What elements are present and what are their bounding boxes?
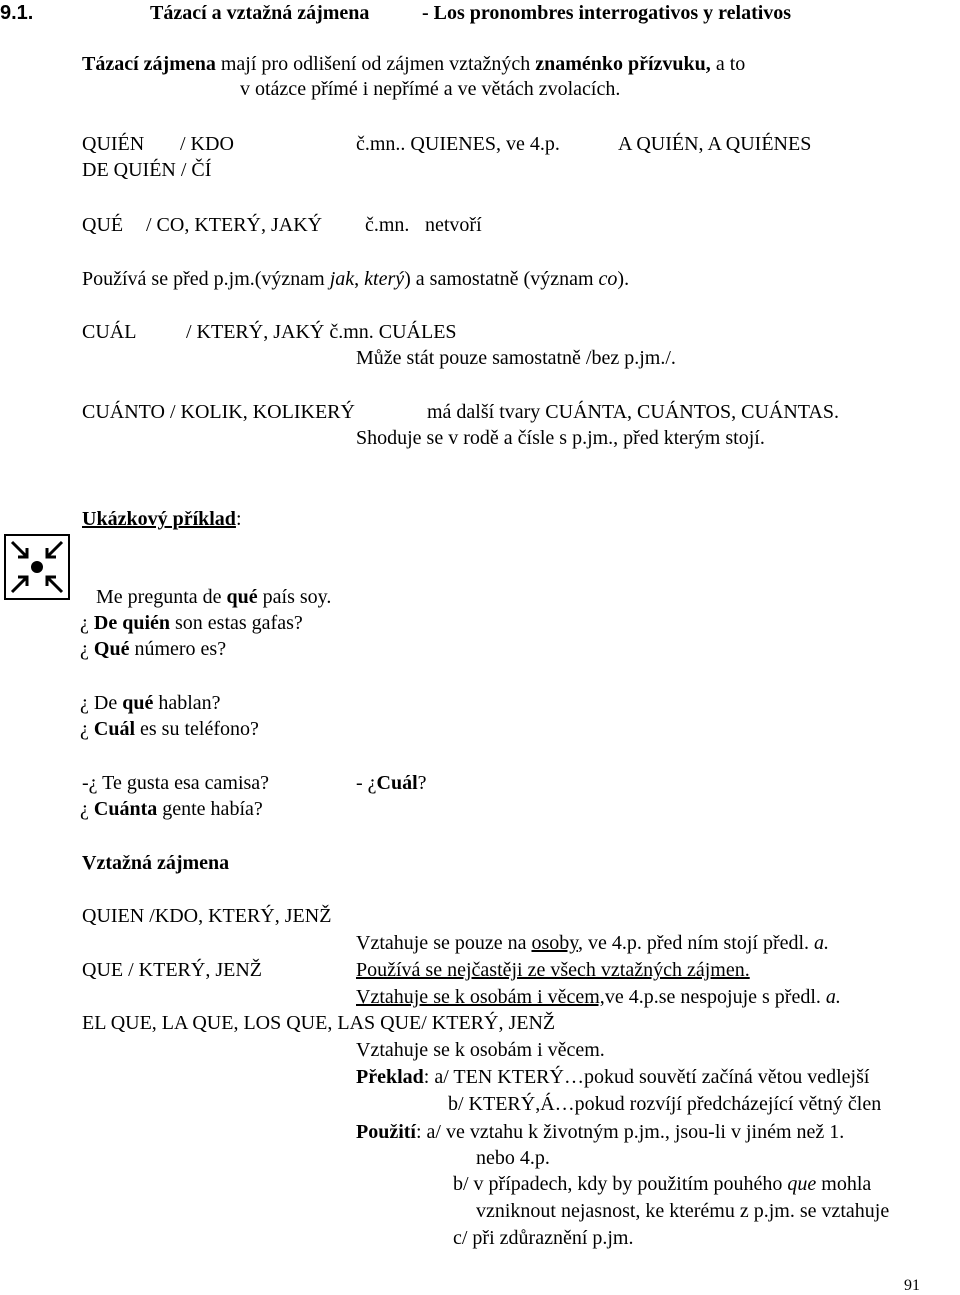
ex1-bold: qué	[226, 586, 258, 608]
rel-elque-note: Vztahuje se k osobám i věcem.	[356, 1039, 605, 1061]
intro-text-2: a to	[710, 53, 746, 75]
preklad-a: : a/ TEN KTERÝ…pokud souvětí začíná větou vedlejší	[423, 1066, 870, 1088]
ex2-bold: De quién	[93, 612, 171, 634]
intro-text-1: mají pro odlišení od zájmen vztažných	[215, 53, 536, 75]
que-label: QUÉ	[82, 214, 124, 236]
rq-osoby: osoby	[531, 932, 578, 954]
intro-bold-1: Tázací zájmena	[82, 53, 216, 75]
pouziti-line-c: c/ při zdůraznění p.jm.	[453, 1227, 634, 1249]
ex7-end: gente había?	[157, 798, 263, 820]
arrows-inward-icon	[4, 534, 70, 600]
ex7-bold: Cuánta	[93, 798, 158, 820]
rqn-text: ve 4.p.se nespojuje s předl.	[604, 986, 826, 1008]
ex4-mark: ¿	[80, 692, 89, 714]
ex4-bold: qué	[122, 692, 154, 714]
usage-co: co	[598, 268, 618, 290]
que-usage	[82, 268, 629, 290]
example-line-3	[80, 638, 226, 660]
section-number: 9.1.	[0, 2, 34, 24]
pouziti-label: Použití	[356, 1121, 416, 1143]
que-translation: / CO, KTERÝ, JAKÝ	[146, 214, 323, 236]
rel-quien: QUIEN /KDO, KTERÝ, JENŽ	[82, 905, 332, 927]
rel-elque: EL QUE, LA QUE, LOS QUE, LAS QUE/ KTERÝ, JENŽ	[82, 1012, 556, 1034]
cual-note: Může stát pouze samostatně /bez p.jm./.	[356, 347, 676, 369]
ex4-text: De	[93, 692, 123, 714]
usage-text: Používá se před p.jm.(význam	[82, 268, 330, 290]
dequien-label: DE QUIÉN / ČÍ	[82, 159, 212, 181]
ex5-bold: Cuál	[93, 718, 136, 740]
pouziti-a: : a/ ve vztahu k životným p.jm., jsou-li v jiném než 1.	[416, 1121, 845, 1143]
pouziti-b-que: que	[787, 1173, 817, 1195]
ex5-mark: ¿	[80, 718, 89, 740]
usage-text-2: ) a samostatně (význam	[404, 268, 599, 290]
pouziti-line-a2: nebo 4.p.	[476, 1147, 550, 1169]
example-line-7	[80, 798, 263, 820]
example-heading	[82, 508, 242, 530]
quien-translation: / KDO	[180, 133, 234, 155]
pouziti-b-text: b/ v případech, kdy by použitím pouhého	[453, 1173, 788, 1195]
example-line-5	[80, 718, 259, 740]
example-colon: :	[235, 508, 242, 530]
page-number: 91	[904, 1277, 920, 1294]
ex7-mark: ¿	[80, 798, 89, 820]
ex6-bold: Cuál	[376, 772, 418, 794]
preklad-line-b: b/ KTERÝ,Á…pokud rozvíjí předcházející větný člen	[448, 1093, 882, 1115]
ex1-end: país soy.	[257, 586, 332, 608]
example-line-6: -¿ Te gusta esa camisa?	[82, 772, 270, 794]
que-plural-note: netvoří	[425, 214, 482, 236]
example-label: Ukázkový příklad	[82, 508, 236, 530]
cual-translation: / KTERÝ, JAKÝ č.mn. CUÁLES	[186, 321, 457, 343]
ex4-end: hablan?	[153, 692, 221, 714]
intro-bold-2: znaménko přízvuku,	[535, 53, 711, 75]
example-line-1	[96, 586, 331, 608]
rqn-underlined: Vztahuje se k osobám i věcem,	[356, 986, 605, 1008]
quien-label: QUIÉN	[82, 133, 145, 155]
rq-text: Vztahuje se pouze na	[356, 932, 532, 954]
rel-que: QUE / KTERÝ, JENŽ	[82, 959, 262, 981]
preklad-label: Překlad	[356, 1066, 424, 1088]
ex3-bold: Qué	[93, 638, 130, 660]
cuanto-label: CUÁNTO / KOLIK, KOLIKERÝ	[82, 401, 355, 423]
quien-plural: č.mn.. QUIENES, ve 4.p.	[356, 133, 560, 155]
rqn-a: a.	[825, 986, 841, 1008]
ex2-mark: ¿	[80, 612, 89, 634]
rq-a: a.	[814, 932, 830, 954]
example-line-2	[80, 612, 303, 634]
ex3-end: número es?	[129, 638, 227, 660]
example-line-4	[80, 692, 221, 714]
usage-comma: ,	[354, 268, 365, 290]
section-title-cz: Tázací a vztažná zájmena	[150, 2, 370, 24]
ex2-end: son estas gafas?	[170, 612, 303, 634]
pouziti-b-end: mohla	[816, 1173, 872, 1195]
ex3-mark: ¿	[80, 638, 89, 660]
que-plural: č.mn.	[365, 214, 410, 236]
ex6-end: ?	[417, 772, 427, 794]
pouziti-line-a	[356, 1121, 844, 1143]
preklad-line-a	[356, 1066, 869, 1088]
example-line-6-answer	[356, 772, 427, 794]
intro-line-2: v otázce přímé i nepřímé a ve větách zvolacích.	[240, 78, 621, 100]
rel-que-note-2	[356, 986, 841, 1008]
cuanto-forms: má další tvary CUÁNTA, CUÁNTOS, CUÁNTAS.	[427, 401, 839, 423]
intro-line-1	[82, 53, 745, 75]
relative-heading: Vztažná zájmena	[82, 852, 230, 874]
section-title-es: - Los pronombres interrogativos y relativos	[422, 2, 792, 24]
pouziti-line-b	[453, 1173, 871, 1195]
quien-accusative: A QUIÉN, A QUIÉNES	[618, 133, 812, 155]
rq-text-2: , ve 4.p. před ním stojí předl.	[577, 932, 815, 954]
usage-jak: jak	[329, 268, 355, 290]
usage-end: ).	[617, 268, 630, 290]
ex1-text: Me pregunta de	[96, 586, 227, 608]
pouziti-line-b2: vzniknout nejasnost, ke kterému z p.jm. se vztahuje	[476, 1200, 890, 1222]
rel-que-note-1: Používá se nejčastěji ze všech vztažných zájmen.	[356, 959, 750, 981]
cual-label: CUÁL	[82, 321, 137, 343]
usage-ktery: který	[364, 268, 405, 290]
cuanto-note: Shoduje se v rodě a čísle s p.jm., před kterým stojí.	[356, 427, 765, 449]
ex6-mark: - ¿	[356, 772, 377, 794]
ex5-end: es su teléfono?	[135, 718, 259, 740]
rel-quien-note	[356, 932, 829, 954]
